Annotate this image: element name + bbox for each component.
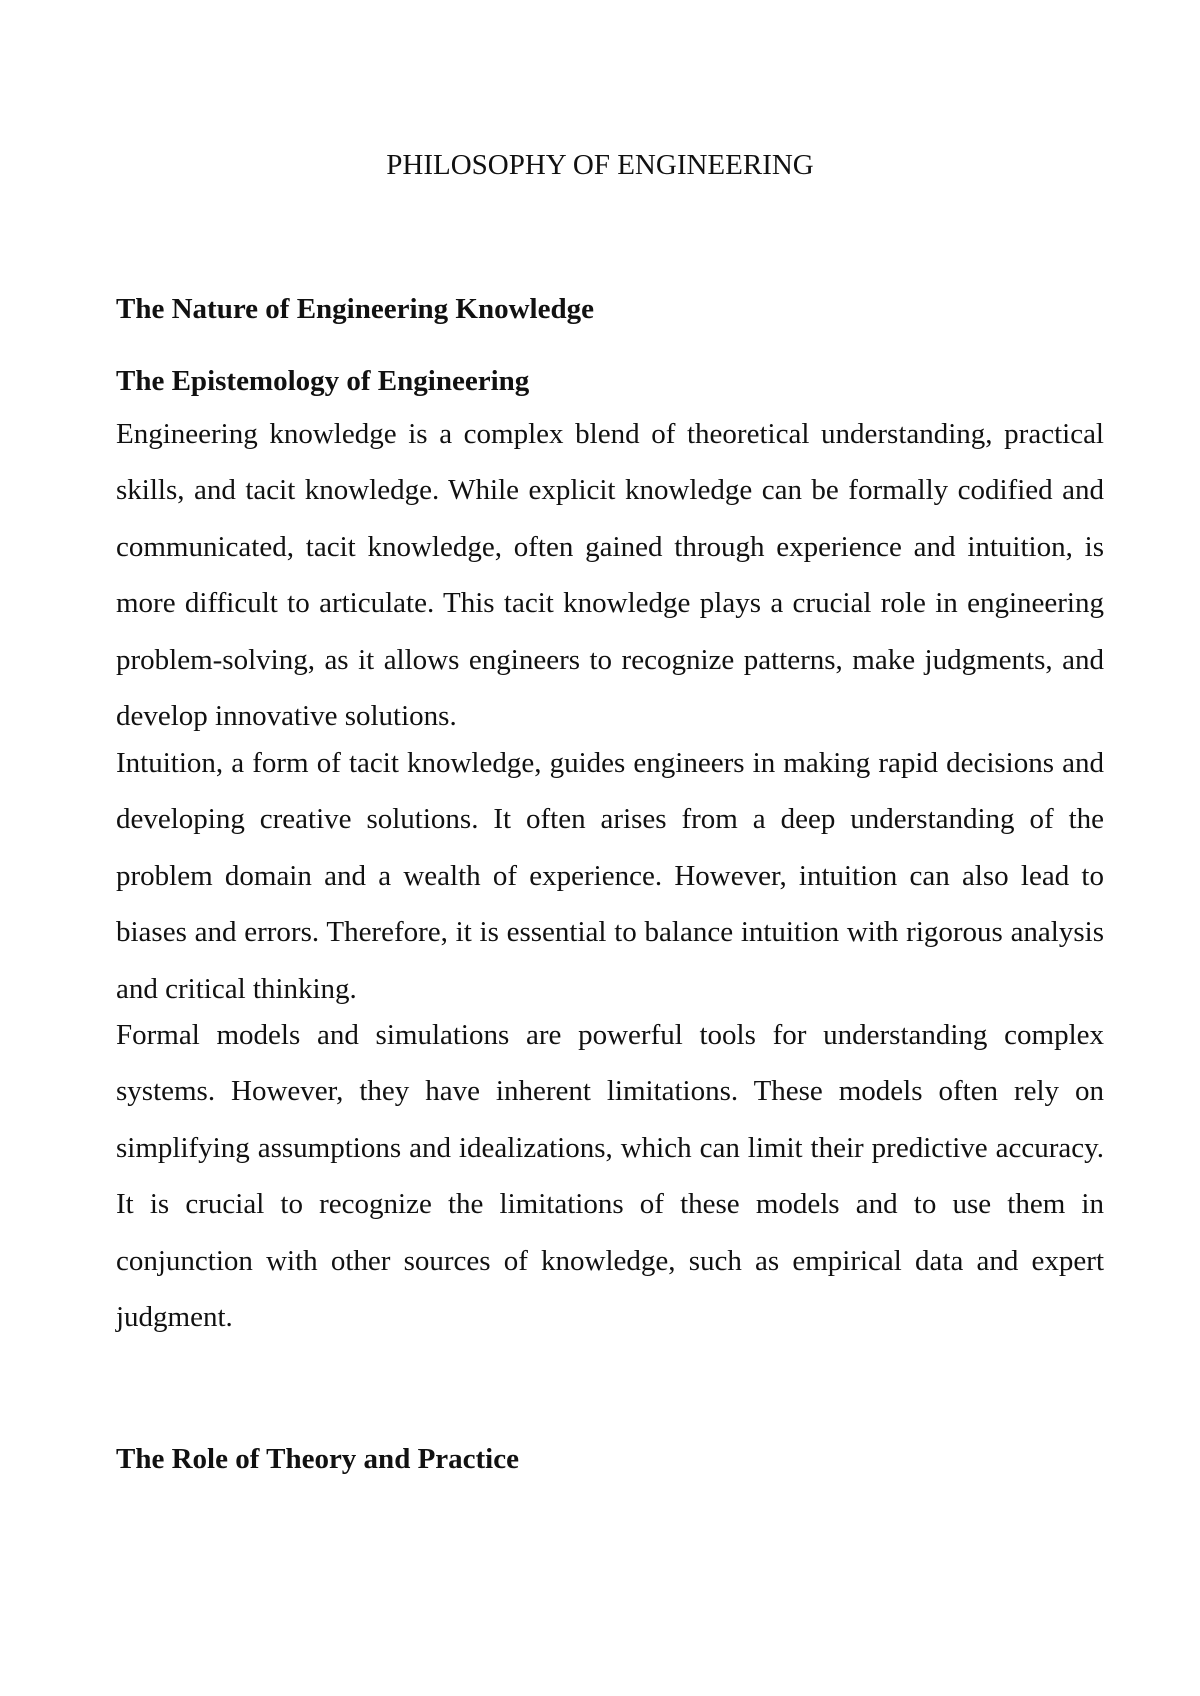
document-title: PHILOSOPHY OF ENGINEERING bbox=[386, 149, 814, 181]
paragraph-tacit-knowledge: Engineering knowledge is a complex blend of theoretical understanding, practical skills, and tacit knowledge. While explicit knowledge can be formally codified and communicated, tacit knowledge, often gained through experience and intuition, is more difficult to articulate. This tacit knowledge plays a crucial role in engineering problem-solving, as it allows engineers to recognize patterns, make judgments, and develop innovative solutions. bbox=[116, 418, 1104, 733]
next-subsection-heading: The Role of Theory and Practice bbox=[116, 1443, 519, 1475]
section-heading: The Nature of Engineering Knowledge bbox=[116, 293, 594, 325]
subsection-heading: The Epistemology of Engineering bbox=[116, 365, 530, 397]
paragraph-intuition: Intuition, a form of tacit knowledge, guides engineers in making rapid decisions and developing creative solutions. It often arises from a deep understanding of the problem domain and a wealth of experience. However, intuition can also lead to biases and errors. Therefore, it is essential to balance intuition with rigorous analysis and critical thinking. bbox=[116, 747, 1104, 1005]
paragraph-formal-models: Formal models and simulations are powerful tools for understanding complex systems. However, they have inherent limitations. These models often rely on simplifying assumptions and idealizations, which can limit their predictive accuracy. It is crucial to recognize the limitations of these models and to use them in conjunction with other sources of knowledge, such as empirical data and expert judgment. bbox=[116, 1019, 1104, 1334]
